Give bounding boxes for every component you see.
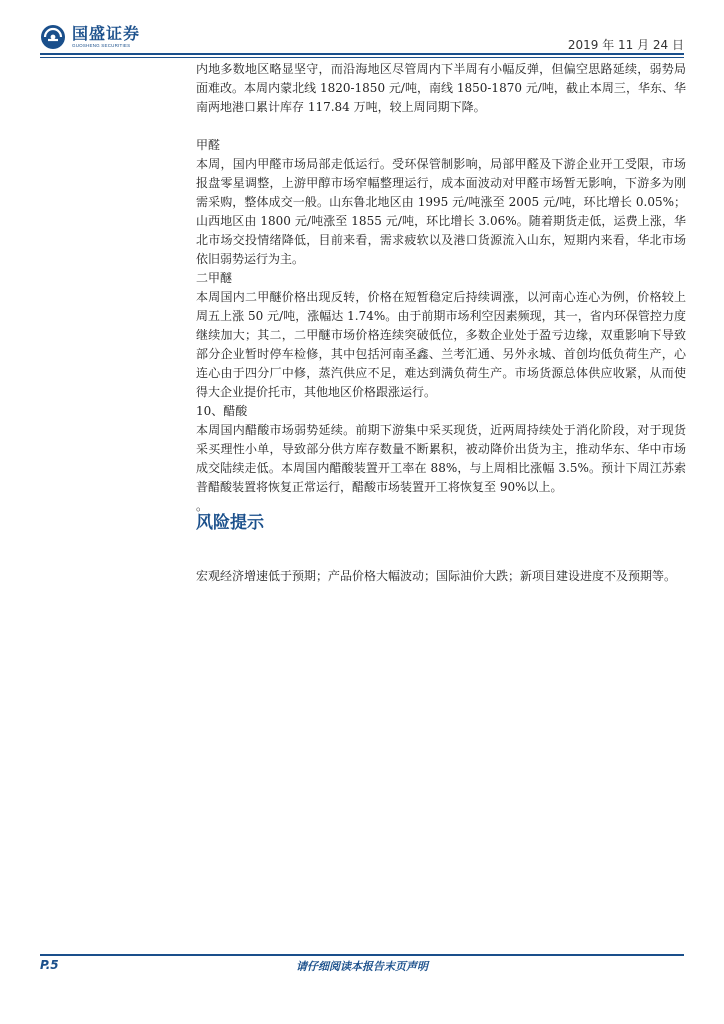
- heading-acetic-acid: 10、醋酸: [196, 404, 248, 418]
- risk-text: 宏观经济增速低于预期；产品价格大幅波动；国际油价大跌；新项目建设进度不及预期等。: [196, 569, 677, 583]
- paragraph-intro: 内地多数地区略显坚守，而沿海地区尽管周内下半周有小幅反弹，但偏空思路延续，弱势局面难改。本周内蒙北线 1820-1850 元/吨，南线 1850-1870 元/吨，截止本周三，华东、华南两地港口累计库存 117.84 万吨，较上周同期下降。: [196, 62, 686, 114]
- logo-icon: [40, 24, 66, 50]
- logo-text-cn: 国盛证券: [72, 23, 141, 43]
- header-divider: [40, 53, 684, 55]
- report-body: [196, 60, 686, 516]
- paragraph-acetic-acid: 本周国内醋酸市场弱势延续。前期下游集中采买现货，近两周持续处于消化阶段，对于现货采买理性小单，导致部分供方库存数量不断累积，被动降价出货为主，推动华东、华中市场成交陆续走低。本周国内醋酸装置开工率在 88%，与上周相比涨幅 3.5%。预计下周江苏索普醋酸装置将恢复正常运行，醋酸市场装置开工将恢复至 90%以上。: [196, 423, 686, 494]
- disclaimer-note: 请仔细阅读本报告末页声明: [296, 960, 428, 973]
- footer-divider: [40, 954, 684, 956]
- paragraph-dme: 本周国内二甲醚价格出现反转，价格在短暂稳定后持续调涨，以河南心连心为例，价格较上周五上涨 50 元/吨，涨幅达 1.74%。由于前期市场利空因素频现，其一，省内环保管控力度继续加大；其二，二甲醚市场价格连续突破低位，多数企业处于盈亏边缘，双重影响下导致部分企业暂时停车检修，其中包括河南圣鑫、兰考汇通、另外永城、首创均低负荷生产，心连心由于四分厂中修，蒸汽供应不足，难达到满负荷生产。市场货源总体供应收紧，从而使得大企业提价托市，其他地区价格跟涨运行。: [196, 290, 686, 399]
- heading-dme: 二甲醚: [196, 271, 233, 285]
- heading-methanal: 甲醛: [196, 138, 221, 152]
- page-number: P.5: [40, 958, 59, 972]
- report-date: 2019 年 11 月 24 日: [567, 38, 684, 52]
- header-divider-thin: [40, 57, 684, 58]
- logo-text-en: GUOSHENG SECURITIES: [72, 42, 131, 48]
- paragraph-methanal: 本周，国内甲醛市场局部走低运行。受环保管制影响，局部甲醛及下游企业开工受限，市场报盘零星调整，上游甲醇市场窄幅整理运行，成本面波动对甲醛市场暂无影响，下游多为刚需采购，整体成交一般。山东鲁北地区由 1995 元/吨涨至 2005 元/吨，环比增长 0.05%；山西地区由 1800 元/吨涨至 1855 元/吨，环比增长 3.06%。随着期货走低，运费上涨，华北市场交投情绪降低，目前来看，需求疲软以及港口货源流入山东，短期内来看，华北市场依旧弱势运行为主。: [196, 157, 686, 266]
- brand-logo: [40, 22, 140, 52]
- risk-section-title: 风险提示: [196, 513, 264, 533]
- paragraph-stray: 。: [196, 499, 209, 513]
